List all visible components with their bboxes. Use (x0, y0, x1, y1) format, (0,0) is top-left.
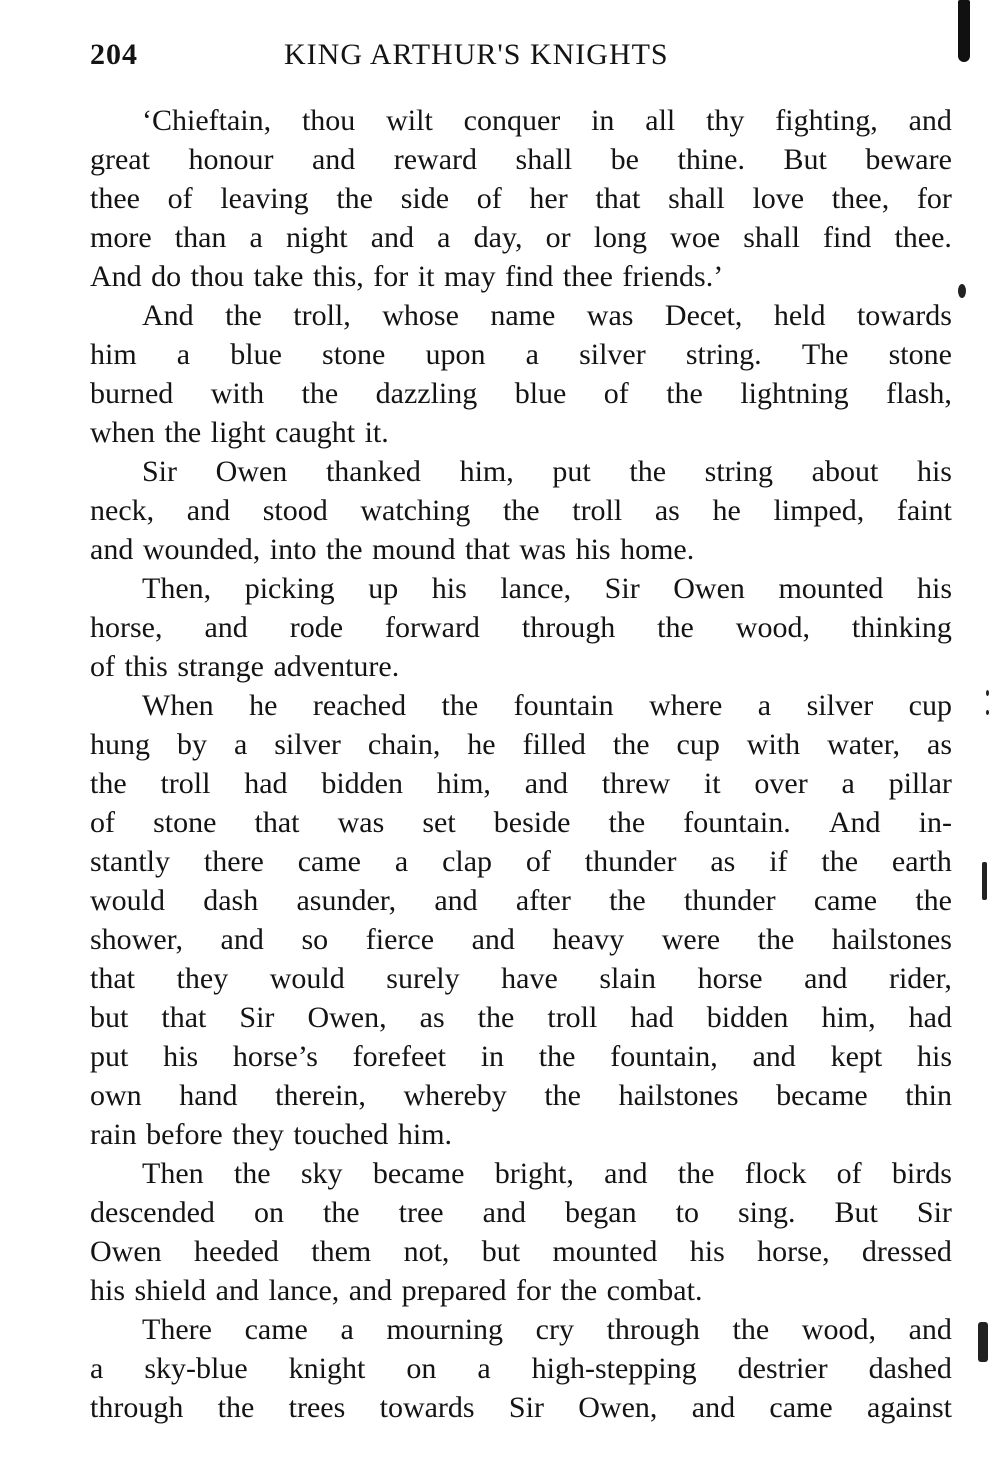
text-line: neck, and stood watching the troll as he limped, faint (90, 494, 952, 527)
text-line: Then the sky became bright, and the flock of birds (142, 1157, 952, 1190)
text-line: put his horse’s forefeet in the fountain, and kept his (90, 1040, 952, 1073)
text-line: but that Sir Owen, as the troll had bidden him, had (90, 1001, 952, 1034)
text-line: and wounded, into the mound that was his home. (90, 533, 695, 566)
paragraph (90, 569, 952, 686)
text-line: hung by a silver chain, he filled the cup with water, as (90, 728, 952, 761)
text-line: shower, and so fierce and heavy were the hailstones (90, 923, 952, 956)
text-line: his shield and lance, and prepared for the combat. (90, 1274, 703, 1307)
text-line: that they would surely have slain horse and rider, (90, 962, 952, 995)
text-line: when the light caught it. (90, 416, 389, 449)
text-line: great honour and reward shall be thine. But beware (90, 143, 952, 176)
running-head: KING ARTHUR'S KNIGHTS (284, 38, 669, 71)
text-line: And do thou take this, for it may find thee friends.’ (90, 260, 724, 293)
paragraph (90, 1310, 952, 1427)
text-line: the troll had bidden him, and threw it over a pillar (90, 767, 952, 800)
paragraph (90, 296, 952, 452)
text-line: There came a mourning cry through the wood, and (142, 1313, 952, 1346)
text-line: would dash asunder, and after the thunder came the (90, 884, 952, 917)
text-line: rain before they touched him. (90, 1118, 453, 1151)
text-line: And the troll, whose name was Decet, held towards (142, 299, 952, 332)
scan-speck (986, 710, 989, 715)
text-line: burned with the dazzling blue of the lightning flash, (90, 377, 952, 410)
text-line: descended on the tree and began to sing. But Sir (90, 1196, 952, 1229)
text-line: ‘Chieftain, thou wilt conquer in all thy fighting, and (142, 104, 952, 137)
thumb-tab-mark (958, 0, 970, 62)
paragraph (90, 452, 952, 569)
text-line: more than a night and a day, or long woe shall find thee. (90, 221, 952, 254)
text-line: through the trees towards Sir Owen, and came against (90, 1391, 952, 1424)
text-line: thee of leaving the side of her that shall love thee, for (90, 182, 952, 215)
text-line: a sky-blue knight on a high-stepping destrier dashed (90, 1352, 952, 1385)
text-line: Sir Owen thanked him, put the string about his (142, 455, 952, 488)
scan-speck (982, 862, 987, 900)
text-line: of stone that was set beside the fountain. And in- (90, 806, 952, 839)
text-line: When he reached the fountain where a silver cup (142, 689, 952, 722)
scan-speck (958, 284, 966, 298)
scan-speck (978, 1322, 988, 1362)
text-line: stantly there came a clap of thunder as if the earth (90, 845, 952, 878)
text-line: Owen heeded them not, but mounted his horse, dressed (90, 1235, 952, 1268)
text-line: horse, and rode forward through the wood, thinking (90, 611, 952, 644)
body-text (90, 101, 952, 1427)
text-line: of this strange adventure. (90, 650, 400, 683)
text-line: own hand therein, whereby the hailstones became thin (90, 1079, 952, 1112)
paragraph (90, 686, 952, 1154)
page-number: 204 (90, 38, 138, 71)
scan-speck (986, 690, 989, 696)
paragraph (90, 1154, 952, 1310)
text-line: him a blue stone upon a silver string. The stone (90, 338, 952, 371)
paragraph (90, 101, 952, 296)
page-header (90, 38, 790, 88)
text-line: Then, picking up his lance, Sir Owen mounted his (142, 572, 952, 605)
